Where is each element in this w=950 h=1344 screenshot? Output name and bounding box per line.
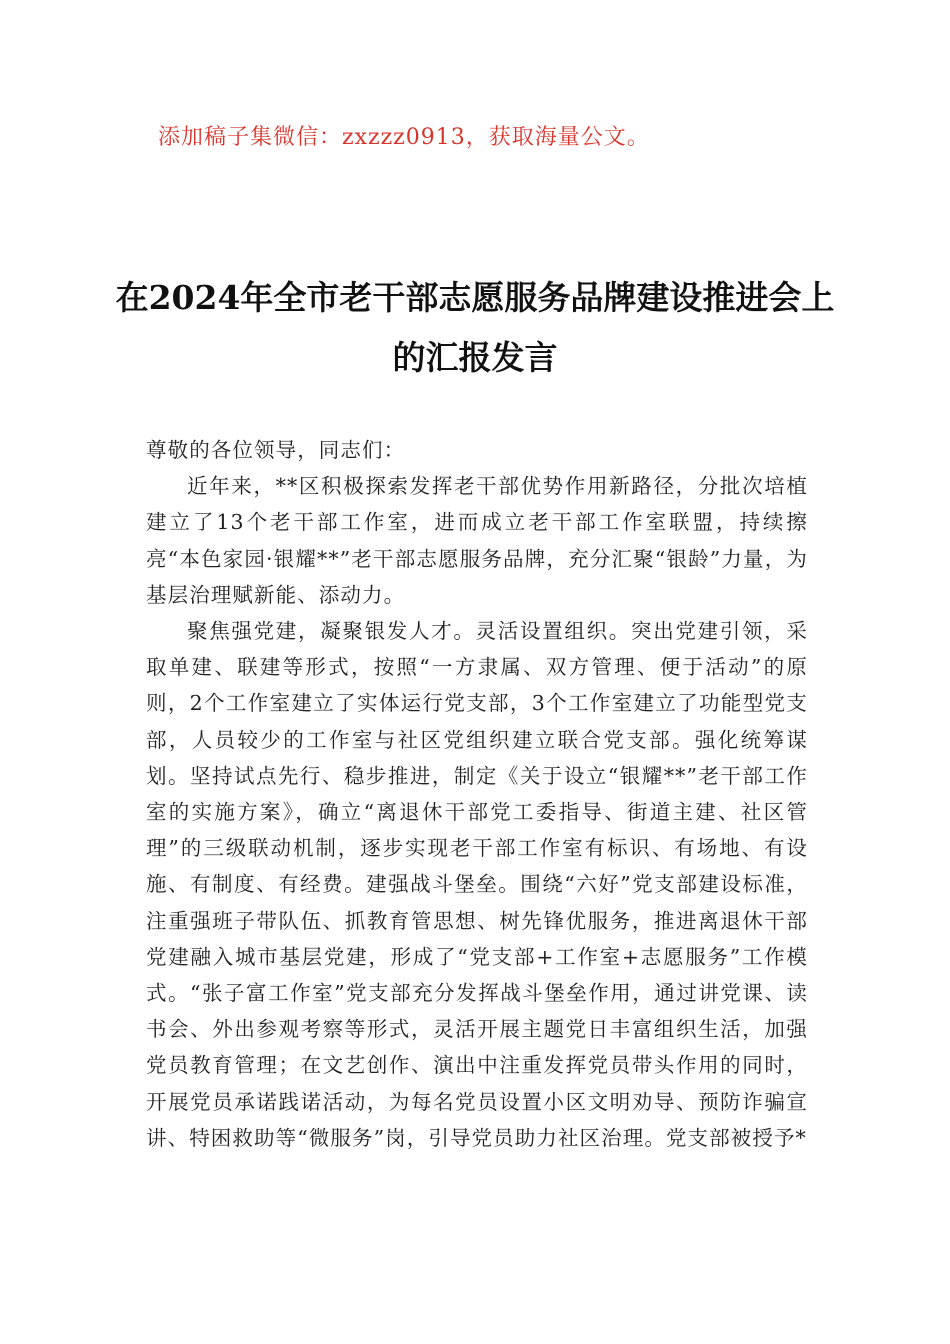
salutation: 尊敬的各位领导，同志们： <box>146 438 406 462</box>
document-body <box>146 432 808 1156</box>
paragraph-intro: 近年来，**区积极探索发挥老干部优势作用新路径，分批次培植建立了13个老干部工作室，进而成立老干部工作室联盟，持续擦亮“本色家园·银耀**”老干部志愿服务品牌，充分汇聚“银龄”力量，为基层治理赋新能、添动力。 <box>146 474 808 607</box>
promo-banner: 添加稿子集微信：zxzzz0913，获取海量公文。 <box>158 125 650 150</box>
paragraph-party-building: 聚焦强党建，凝聚银发人才。灵活设置组织。突出党建引领，采取单建、联建等形式，按照“一方隶属、双方管理、便于活动”的原则，2个工作室建立了实体运行党支部，3个工作室建立了功能型党支部，人员较少的工作室与社区党组织建立联合党支部。强化统筹谋划。坚持试点先行、稳步推进，制定《关于设立“银耀**”老干部工作室的实施方案》，确立“离退休干部党工委指导、街道主建、社区管理”的三级联动机制，逐步实现老干部工作室有标识、有场地、有设施、有制度、有经费。建强战斗堡垒。围绕“六好”党支部建设标准，注重强班子带队伍、抓教育管思想、树先锋优服务，推进离退休干部党建融入城市基层党建，形成了“党支部+工作室+志愿服务”工作模式。“张子富工作室”党支部充分发挥战斗堡垒作用，通过讲党课、读书会、外出参观考察等形式，灵活开展主题党日丰富组织生活，加强党员教育管理；在文艺创作、演出中注重发挥党员带头作用的同时，开展党员承诺践诺活动，为每名党员设置小区文明劝导、预防诈骗宣讲、特困救助等“微服务”岗，引导党员助力社区治理。党支部被授予* <box>146 619 808 1150</box>
document-title: 在2024年全市老干部志愿服务品牌建设推进会上的汇报发言 <box>115 278 835 377</box>
